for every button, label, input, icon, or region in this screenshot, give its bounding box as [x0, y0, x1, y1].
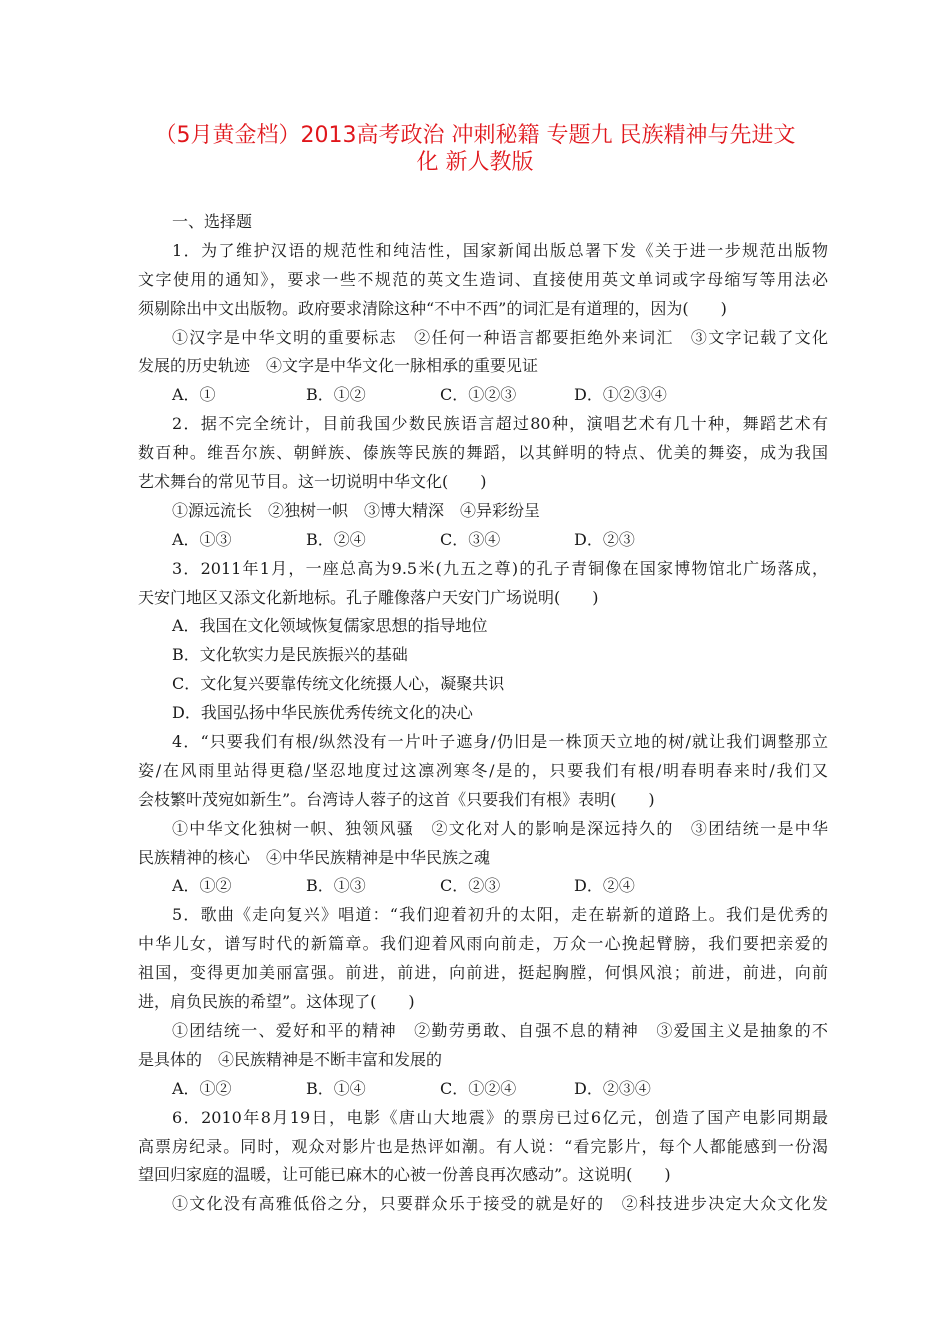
question-1-line-1: 1．为了维护汉语的规范性和纯洁性，国家新闻出版总署下发《关于进一步规范出版物 [172, 240, 828, 260]
question-4-option-a: A．①② [172, 876, 232, 896]
question-3-option-a: A．我国在文化领域恢复儒家思想的指导地位 [172, 616, 488, 636]
question-1-line-2: 文字使用的通知》，要求一些不规范的英文生造词、直接使用英文单词或字母缩写等用法必 [138, 269, 828, 289]
question-1-statements-2: 发展的历史轨迹 ④文字是中华文化一脉相承的重要见证 [138, 356, 539, 376]
title-line-2: 化 新人教版 [416, 150, 534, 175]
question-4-option-b: B．①③ [306, 876, 366, 896]
question-5-option-c: C．①②④ [440, 1078, 517, 1098]
question-5-statements-2: 是具体的 ④民族精神是不断丰富和发展的 [138, 1049, 443, 1069]
question-3-line-2: 天安门地区又添文化新地标。孔子雕像落户天安门广场说明( ) [138, 587, 599, 607]
question-1-options [138, 381, 828, 410]
question-2-line-2: 数百种。维吾尔族、朝鲜族、傣族等民族的舞蹈，以其鲜明的特点、优美的舞姿，成为我国 [138, 443, 828, 463]
question-2-option-d: D．②③ [574, 529, 635, 549]
question-2-option-b: B．②④ [306, 529, 366, 549]
question-2-options [138, 526, 828, 555]
question-3 [138, 555, 828, 728]
question-6-line-3: 望回归家庭的温暖，让可能已麻木的心被一份善良再次感动”。这说明( ) [138, 1165, 671, 1185]
question-4-statements-2: 民族精神的核心 ④中华民族精神是中华民族之魂 [138, 847, 491, 867]
question-3-line-1: 3．2011年1月，一座总高为9.5米(九五之尊)的孔子青铜像在国家博物馆北广场落成， [172, 558, 828, 578]
page-title [120, 122, 830, 176]
question-4-option-c: C．②③ [440, 876, 501, 896]
question-4-statements-1: ①中华文化独树一帜、独领风骚 ②文化对人的影响是深远持久的 ③团结统一是中华 [172, 818, 828, 838]
question-3-option-b: B．文化软实力是民族振兴的基础 [172, 645, 408, 665]
question-6-statements-1: ①文化没有高雅低俗之分，只要群众乐于接受的就是好的 ②科技进步决定大众文化发 [172, 1194, 828, 1214]
question-5-option-b: B．①④ [306, 1078, 366, 1098]
question-5-line-4: 进，肩负民族的希望”。这体现了( ) [138, 992, 415, 1012]
question-2-option-c: C．③④ [440, 529, 501, 549]
question-1 [138, 237, 828, 410]
question-5-line-1: 5．歌曲《走向复兴》唱道：“我们迎着初升的太阳，走在崭新的道路上。我们是优秀的 [172, 905, 828, 925]
question-2-line-1: 2．据不完全统计，目前我国少数民族语言超过80种，演唱艺术有几十种，舞蹈艺术有 [172, 414, 828, 434]
question-6-line-1: 6．2010年8月19日，电影《唐山大地震》的票房已过6亿元，创造了国产电影同期最 [172, 1107, 828, 1127]
question-4-option-d: D．②④ [574, 876, 635, 896]
question-6 [138, 1104, 828, 1220]
question-1-statements-1: ①汉字是中华文明的重要标志 ②任何一种语言都要拒绝外来词汇 ③文字记载了文化 [172, 327, 828, 347]
question-4-line-3: 会枝繁叶茂宛如新生”。台湾诗人蓉子的这首《只要我们有根》表明( ) [138, 789, 655, 809]
question-6-line-2: 高票房纪录。同时，观众对影片也是热评如潮。有人说：“看完影片，每个人都能感到一份渴 [138, 1136, 828, 1156]
section-heading: 一、选择题 [172, 212, 253, 231]
question-5 [138, 901, 828, 1103]
question-4-line-2: 姿/在风雨里站得更稳/坚忍地度过这凛冽寒冬/是的，只要我们有根/明春明春来时/我们又 [138, 760, 828, 780]
question-1-option-d: D．①②③④ [574, 385, 667, 405]
title-line-1: （5月黄金档）2013高考政治 冲刺秘籍 专题九 民族精神与先进文 [154, 123, 796, 148]
question-5-statements-1: ①团结统一、爱好和平的精神 ②勤劳勇敢、自强不息的精神 ③爱国主义是抽象的不 [172, 1020, 828, 1040]
question-2-line-3: 艺术舞台的常见节目。这一切说明中华文化( ) [138, 472, 487, 492]
question-5-line-3: 祖国，变得更加美丽富强。前进，前进，向前进，挺起胸膛，何惧风浪；前进，前进，向前 [138, 963, 828, 983]
question-1-line-3: 须剔除出中文出版物。政府要求清除这种“不中不西”的词汇是有道理的，因为( ) [138, 298, 727, 318]
question-2-statements-1: ①源远流长 ②独树一帜 ③博大精深 ④异彩纷呈 [172, 500, 541, 520]
question-1-option-a: A．① [172, 385, 216, 405]
question-2 [138, 410, 828, 554]
question-4-line-1: 4．“只要我们有根/纵然没有一片叶子遮身/仍旧是一株顶天立地的树/就让我们调整那立 [172, 732, 828, 752]
document-body [138, 208, 828, 1219]
question-1-option-b: B．①② [306, 385, 366, 405]
question-5-option-d: D．②③④ [574, 1078, 651, 1098]
question-5-option-a: A．①② [172, 1078, 232, 1098]
question-4 [138, 728, 828, 901]
question-5-options [138, 1075, 828, 1104]
question-2-option-a: A．①③ [172, 529, 232, 549]
question-4-options [138, 872, 828, 901]
question-5-line-2: 中华儿女，谱写时代的新篇章。我们迎着风雨向前走，万众一心挽起臂膀，我们要把亲爱的 [138, 934, 828, 954]
question-3-option-d: D．我国弘扬中华民族优秀传统文化的决心 [172, 703, 473, 723]
question-1-option-c: C．①②③ [440, 385, 517, 405]
question-3-option-c: C．文化复兴要靠传统文化统摄人心，凝聚共识 [172, 674, 505, 694]
